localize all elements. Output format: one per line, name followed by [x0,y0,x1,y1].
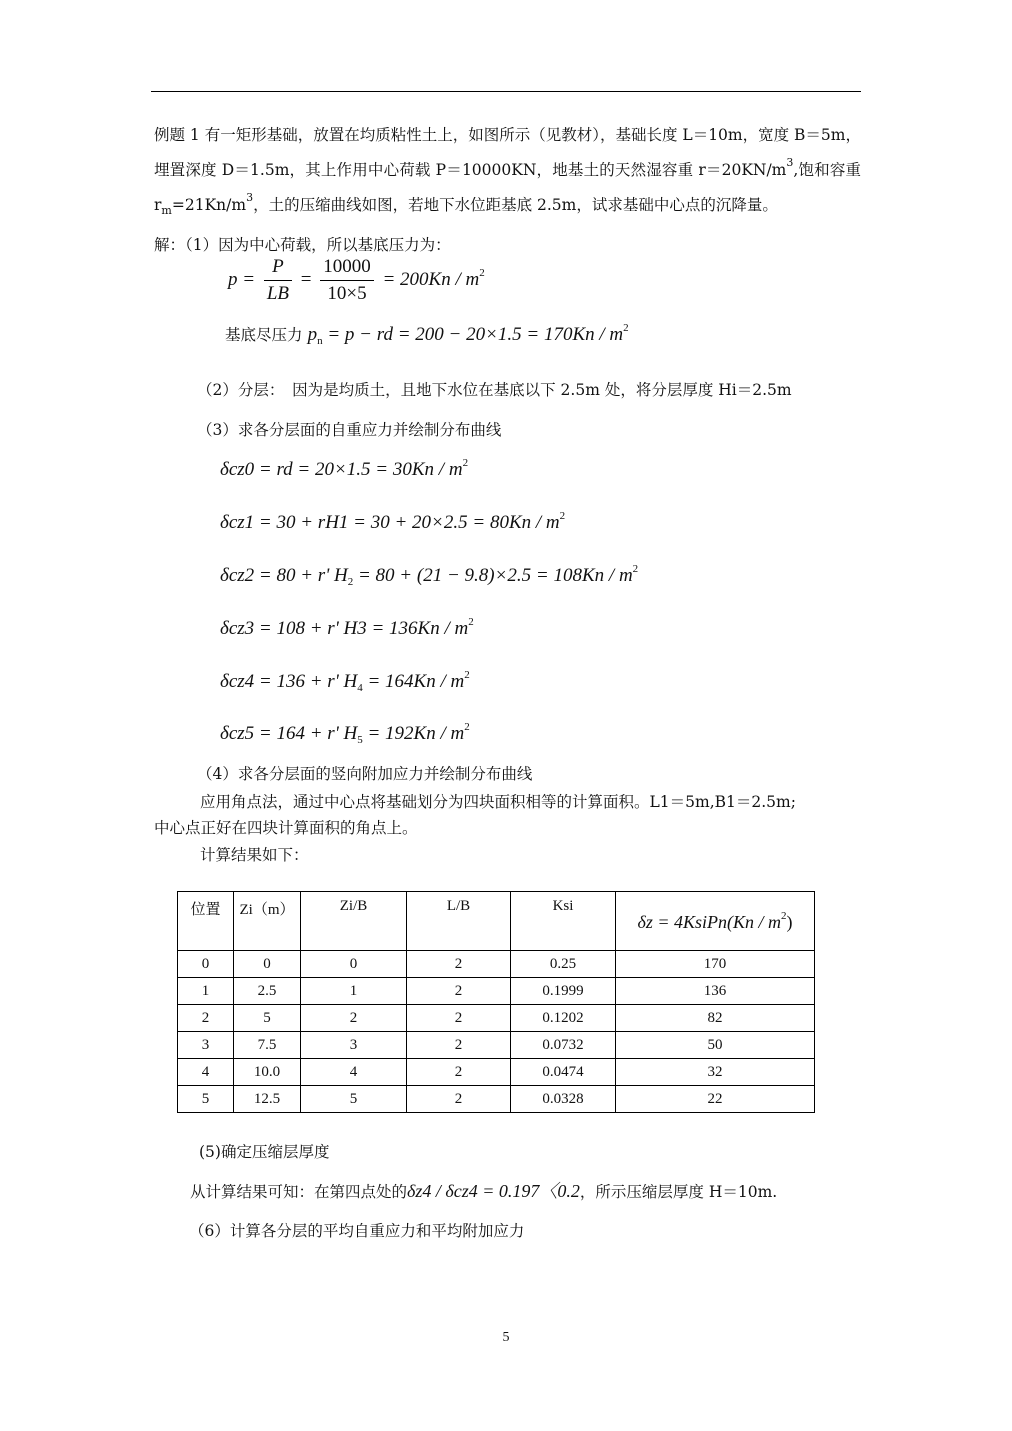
table-header: 位置 [178,892,234,951]
table-row [178,1032,815,1059]
table-cell: 2 [407,1032,511,1059]
table-cell: 2 [301,1005,407,1032]
equation-cz1: $\delta cz1 = 30 + rH1 = 30 + 20\times 2.5 = 80Kn / m^2$ [220,510,566,533]
solution-step-1: 解：（1）因为中心荷载，所以基底压力为： [154,236,451,254]
table-cell: 5 [301,1086,407,1113]
equation-cz4: δcz4 = 136 + r' $H_4 = 164Kn / m^2$ [220,669,470,694]
table-cell: 0.25 [511,951,616,978]
table-row [178,951,815,978]
solution-step-4: （4）求各分层面的竖向附加应力并绘制分布曲线 [197,765,533,783]
table-cell: 22 [616,1086,815,1113]
table-cell: 2.5 [234,978,301,1005]
step5-conclusion: 从计算结果可知：在第四点处的δz4 / δcz4 = 0.197〈0.2，所示压缩层厚度 H＝10m. [190,1181,778,1201]
equation-cz5: δcz5 = 164 + r' $H_5 = 192Kn / m^2$ [220,721,470,746]
table-cell: 2 [407,951,511,978]
table-cell: 136 [616,978,815,1005]
table-cell: 10.0 [234,1059,301,1086]
page-number: 5 [502,1330,510,1345]
solution-step-5: (5)确定压缩层厚度 [199,1143,330,1161]
table-cell: 0 [301,951,407,978]
table-cell: 1 [301,978,407,1005]
table-header-row [178,892,815,951]
table-cell: 12.5 [234,1086,301,1113]
table-cell: 4 [301,1059,407,1086]
table-row [178,1059,815,1086]
table-header-formula: δz = 4KsiPn(Kn / $m^2$) [616,892,815,951]
equation-cz3: δcz3 = 108 + r' $H3 = 136Kn / m^2$ [220,616,474,639]
fraction-values: $\frac{10000}{10\times 5}$ [320,256,374,305]
table-cell: 5 [234,1005,301,1032]
fraction-p-lb: $\frac{P}{LB}$ [264,256,292,305]
table-cell: 0.1999 [511,978,616,1005]
table-row [178,978,815,1005]
results-table [177,891,815,1113]
table-cell: 0.0474 [511,1059,616,1086]
table-cell: 1 [178,978,234,1005]
table-cell: 4 [178,1059,234,1086]
table-cell: 50 [616,1032,815,1059]
step4-paragraph-2: 中心点正好在四块计算面积的角点上。 [154,819,418,837]
table-cell: 5 [178,1086,234,1113]
equation-base-pressure: p = $\frac{P}{LB}$ = $\frac{10000}{10\times 5}$ = $200Kn / m^2$ [228,256,485,304]
table-cell: 2 [407,1005,511,1032]
table-cell: 0.0732 [511,1032,616,1059]
equation-net-pressure: 基底尽压力 $p_n = p$ − rd = $200 - 20\times 1.5 = 170Kn / m^2$ [225,322,629,347]
table-cell: 3 [301,1032,407,1059]
table-cell: 3 [178,1032,234,1059]
table-cell: 0.0328 [511,1086,616,1113]
table-cell: 0 [234,951,301,978]
table-cell: 2 [407,978,511,1005]
table-cell: 170 [616,951,815,978]
solution-step-6: （6）计算各分层的平均自重应力和平均附加应力 [189,1222,525,1240]
equation-cz0: δcz0 = rd = $20\times 1.5 = 30Kn / m^2$ [220,457,469,480]
equation-cz2: δcz2 = 80 + r' $H_2 = 80 + (21 - 9.8)\times 2.5 = 108Kn / m^2$ [220,563,639,588]
table-row [178,1005,815,1032]
header-rule [151,91,861,92]
table-cell: 0 [178,951,234,978]
problem-statement: 例题 1 有一矩形基础，放置在均质粘性土上，如图所示（见教材），基础长度 L＝10m，宽度 B＝5m，埋置深度 D＝1.5m，其上作用中心荷载 P＝10000KN，地基土的天然湿容重 $r=20KN/m^3$,饱和容重 $r_m=21Kn/m^3$，土的压缩曲线如图，若地下水位距基底 2.5m，试求基础中心点的沉降量。 [154,126,861,217]
solution-step-2: （2）分层： 因为是均质土，且地下水位在基底以下 2.5m 处，将分层厚度 Hi＝2.5m [197,381,792,399]
table-cell: 32 [616,1059,815,1086]
solution-step-3: （3）求各分层面的自重应力并绘制分布曲线 [197,421,502,439]
table-header: Ksi [511,892,616,951]
step4-paragraph-3: 计算结果如下： [200,846,309,864]
table-cell: 7.5 [234,1032,301,1059]
table-row [178,1086,815,1113]
table-cell: 82 [616,1005,815,1032]
table-cell: 2 [407,1086,511,1113]
table-cell: 0.1202 [511,1005,616,1032]
table-cell: 2 [178,1005,234,1032]
table-cell: 2 [407,1059,511,1086]
table-header: L/B [407,892,511,951]
table-header: Zi/B [301,892,407,951]
table-header: Zi（m） [234,892,301,951]
step4-paragraph-1: 应用角点法，通过中心点将基础划分为四块面积相等的计算面积。L1＝5m,B1＝2.5m; [200,793,796,811]
